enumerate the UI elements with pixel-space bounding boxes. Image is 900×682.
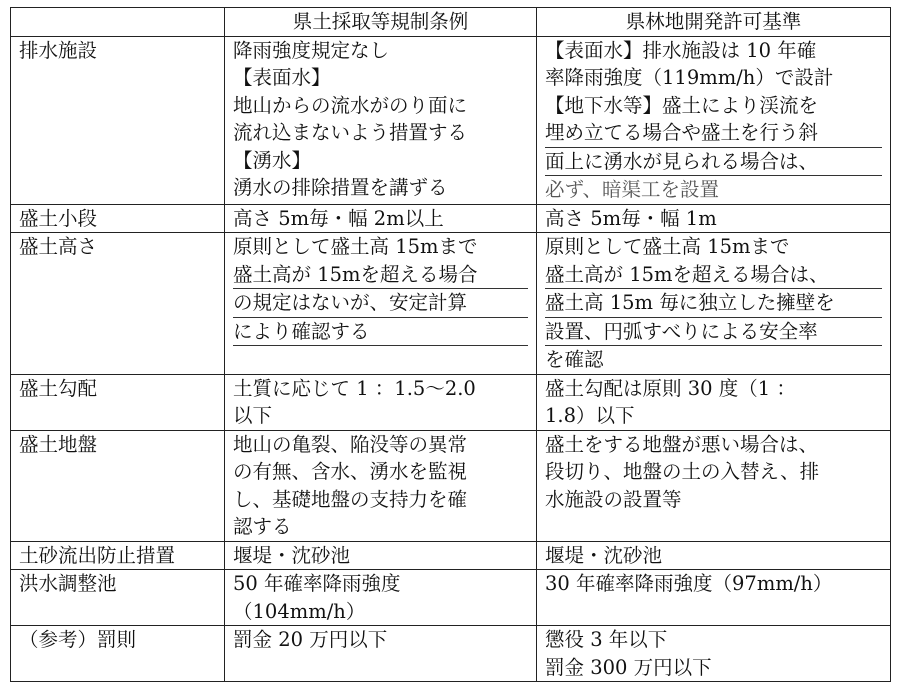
cell-line: 堰堤・沈砂池 (233, 543, 351, 567)
table-row (11, 430, 891, 541)
header-forest-standard: 県林地開発許可基準 (537, 8, 891, 37)
ordinance-cell (225, 430, 537, 541)
table-row (11, 541, 891, 570)
cell-line: 30 年確率降雨強度（97mm/h） (545, 572, 833, 595)
cell-line: 罰金 300 万円以下 (545, 655, 712, 679)
row-label: 土砂流出防止措置 (11, 541, 225, 570)
cell-line: 盛土をする地盤が悪い場合は、 (545, 432, 819, 456)
cell-line: 罰金 20 万円以下 (233, 628, 388, 651)
cell-line: 以下 (233, 404, 273, 427)
ordinance-cell (225, 570, 537, 626)
header-blank-cell (11, 8, 225, 37)
forest-standard-cell (537, 233, 891, 375)
cell-line: 1.8）以下 (545, 404, 635, 427)
cell-line: 懲役 3 年以下 (545, 628, 668, 651)
cell-line: 50 年確率降雨強度 (233, 572, 401, 595)
cell-line: 原則として盛土高 15mまで (545, 235, 790, 258)
cell-line: 面上に湧水が見られる場合は、 (545, 148, 882, 177)
table-row (11, 36, 891, 204)
table-row (11, 233, 891, 375)
cell-line: の規定はないが、安定計算 (233, 289, 528, 318)
cell-line: 土質に応じて 1 ：1.5～2.0 (233, 376, 476, 400)
cell-line: し、基礎地盤の支持力を確 (233, 487, 468, 511)
cell-line: 堰堤・沈砂池 (545, 543, 663, 567)
cell-line: 段切り、地盤の土の入替え、排 (545, 460, 820, 483)
row-label: 盛土勾配 (11, 374, 225, 430)
forest-standard-cell (537, 36, 891, 204)
cell-line: （104mm/h） (233, 599, 366, 623)
header-ordinance: 県土採取等規制条例 (225, 8, 537, 37)
row-label: 盛土小段 (11, 204, 225, 233)
table-row (11, 374, 891, 430)
cell-line: 盛土勾配は原則 30 度（1 ： (545, 376, 796, 400)
cell-line: 流れ込まないよう措置する (233, 121, 468, 144)
cell-line: 必ず、暗渠工を設置 (545, 178, 719, 201)
row-label: 排水施設 (11, 36, 225, 204)
cell-line: により確認する (233, 318, 528, 347)
cell-line: 地山からの流水がのり面に (233, 93, 468, 117)
row-label: 洪水調整池 (11, 570, 225, 626)
cell-line: を確認 (545, 348, 604, 371)
table-row (11, 626, 891, 682)
cell-line: 率降雨強度（119mm/h）で設計 (545, 66, 834, 89)
cell-line: 盛土高 15m 毎に独立した擁壁を (545, 289, 882, 318)
cell-line: 【地下水等】盛土により渓流を (545, 93, 819, 117)
table-row (11, 570, 891, 626)
cell-line: 盛土高が 15mを超える場合 (233, 261, 528, 290)
forest-standard-cell (537, 626, 891, 682)
ordinance-cell (225, 374, 537, 430)
forest-standard-cell (537, 430, 891, 541)
cell-line: 認する (233, 515, 292, 538)
forest-standard-cell (537, 374, 891, 430)
cell-line: 設置、円弧すべりによる安全率 (545, 318, 882, 347)
cell-line: 高さ 5m毎・幅 1m (545, 206, 717, 230)
cell-line: 水施設の設置等 (545, 487, 682, 511)
row-label: 盛土地盤 (11, 430, 225, 541)
cell-line: 【表面水】 (233, 66, 331, 89)
cell-line: 原則として盛土高 15mまで (233, 235, 478, 258)
ordinance-cell (225, 626, 537, 682)
cell-line: 盛土高が 15mを超える場合は、 (545, 261, 882, 290)
forest-standard-cell (537, 204, 891, 233)
cell-line: 湧水の排除措置を講ずる (233, 176, 448, 199)
table-row (11, 204, 891, 233)
cell-line: 降雨強度規定なし (233, 38, 390, 62)
ordinance-cell (225, 233, 537, 375)
cell-line: 高さ 5m毎・幅 2m以上 (233, 206, 444, 230)
cell-line: 【湧水】 (233, 148, 312, 172)
header-row (11, 8, 891, 37)
ordinance-cell (225, 36, 537, 204)
ordinance-cell (225, 541, 537, 570)
cell-line: の有無、含水、湧水を監視 (233, 460, 468, 483)
forest-standard-cell (537, 541, 891, 570)
regulation-comparison-table (10, 7, 891, 682)
cell-line: 地山の亀裂、陥没等の異常 (233, 432, 468, 456)
row-label: （参考）罰則 (11, 626, 225, 682)
cell-line: 【表面水】排水施設は 10 年確 (545, 38, 817, 62)
cell-line: 埋め立てる場合や盛土を行う斜 (545, 119, 882, 148)
ordinance-cell (225, 204, 537, 233)
forest-standard-cell (537, 570, 891, 626)
row-label: 盛土高さ (11, 233, 225, 375)
